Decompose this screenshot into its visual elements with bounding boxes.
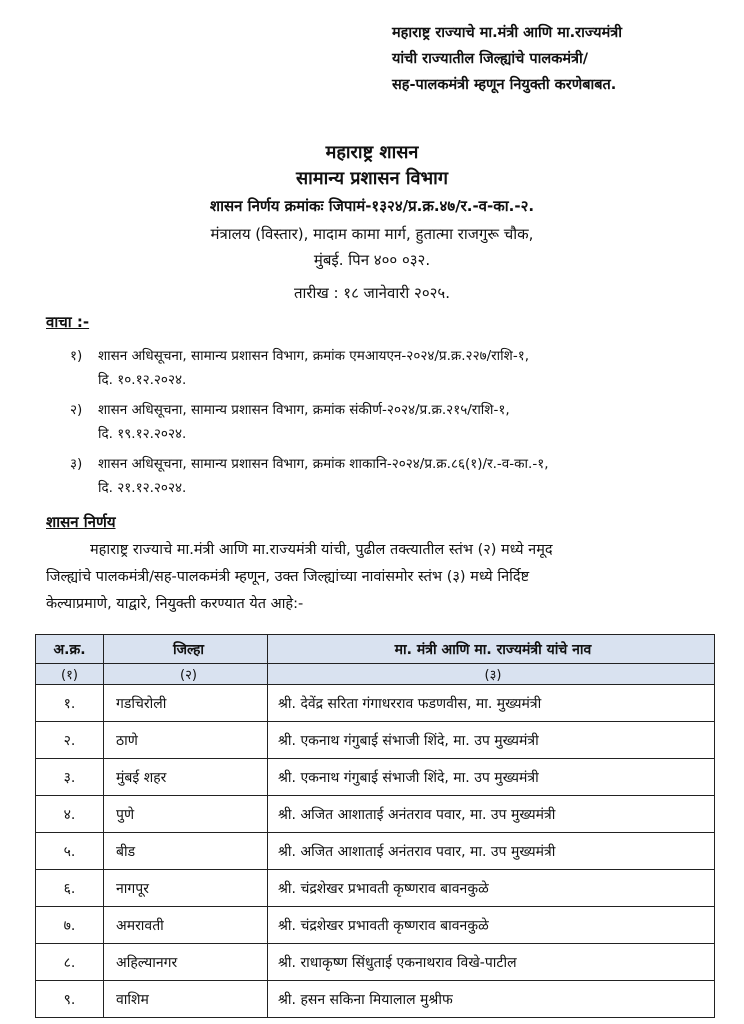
- reference-item: [70, 344, 720, 392]
- reference-item: [70, 398, 720, 446]
- cell-serial: ८.: [36, 944, 104, 981]
- address-line-2: मुंबई. पिन ४०० ०३२.: [313, 251, 431, 269]
- reference-date: दि. २१.१२.२०२४.: [98, 480, 187, 496]
- decision-line: महाराष्ट्र राज्याचे मा.मंत्री आणि मा.राज्यमंत्री यांची, पुढील तक्त्यातील स्तंभ (२) मध्ये नमूद: [90, 542, 553, 558]
- table-row: [36, 759, 715, 796]
- address-line-1: मंत्रालय (विस्तार), मादाम कामा मार्ग, हुतात्मा राजगुरू चौक,: [210, 225, 534, 243]
- cell-serial: ५.: [36, 833, 104, 870]
- reference-item: [70, 452, 720, 500]
- cell-serial: ७.: [36, 907, 104, 944]
- column-number: (३): [268, 664, 715, 685]
- reference-date: दि. १९.१२.२०२४.: [98, 426, 187, 442]
- cell-minister-name: श्री. चंद्रशेखर प्रभावती कृष्णराव बावनकुळे: [268, 907, 715, 944]
- table-row: [36, 796, 715, 833]
- reference-number: २): [70, 402, 83, 418]
- cell-district: पुणे: [104, 796, 268, 833]
- reference-text: शासन अधिसूचना, सामान्य प्रशासन विभाग, क्रमांक संकीर्ण-२०२४/प्र.क्र.२१५/राशि-१,: [98, 402, 510, 418]
- cell-minister-name: श्री. एकनाथ गंगुबाई संभाजी शिंदे, मा. उप मुख्यमंत्री: [268, 722, 715, 759]
- read-heading: वाचा :-: [46, 313, 90, 331]
- subject-block: [392, 20, 732, 98]
- table-row: [36, 944, 715, 981]
- header-minister-name: मा. मंत्री आणि मा. राज्यमंत्री यांचे नाव: [268, 635, 715, 664]
- table-column-number-row: [36, 664, 715, 685]
- table-row: [36, 981, 715, 1018]
- cell-district: अमरावती: [104, 907, 268, 944]
- table-header-row: [36, 635, 715, 664]
- cell-district: गडचिरोली: [104, 685, 268, 722]
- header-district: जिल्हा: [104, 635, 268, 664]
- cell-minister-name: श्री. एकनाथ गंगुबाई संभाजी शिंदे, मा. उप मुख्यमंत्री: [268, 759, 715, 796]
- cell-minister-name: श्री. देवेंद्र सरिता गंगाधरराव फडणवीस, मा. मुख्यमंत्री: [268, 685, 715, 722]
- reference-date: दि. १०.१२.२०२४.: [98, 372, 187, 388]
- decision-line: जिल्ह्यांचे पालकमंत्री/सह-पालकमंत्री म्हणून, उक्त जिल्ह्यांच्या नावांसमोर स्तंभ (३) मध्ये निर्दिष्ट: [46, 569, 530, 585]
- table-row: [36, 907, 715, 944]
- table-row: [36, 685, 715, 722]
- reference-number: ३): [70, 456, 83, 472]
- cell-minister-name: श्री. राधाकृष्ण सिंधुताई एकनाथराव विखे-पाटील: [268, 944, 715, 981]
- cell-minister-name: श्री. चंद्रशेखर प्रभावती कृष्णराव बावनकुळे: [268, 870, 715, 907]
- guardian-minister-table: [35, 634, 715, 1018]
- table-row: [36, 870, 715, 907]
- department-name: सामान्य प्रशासन विभाग: [296, 168, 448, 189]
- cell-serial: १.: [36, 685, 104, 722]
- decision-heading: शासन निर्णय: [46, 513, 116, 531]
- table-row: [36, 833, 715, 870]
- gr-number: शासन निर्णय क्रमांकः जिपामं-१३२४/प्र.क्र.४७/र.-व-का.-२.: [209, 197, 535, 215]
- cell-district: मुंबई शहर: [104, 759, 268, 796]
- column-number: (१): [36, 664, 104, 685]
- header-serial: अ.क्र.: [36, 635, 104, 664]
- cell-district: बीड: [104, 833, 268, 870]
- government-name: महाराष्ट्र शासन: [325, 142, 419, 163]
- cell-serial: ३.: [36, 759, 104, 796]
- cell-district: ठाणे: [104, 722, 268, 759]
- cell-serial: २.: [36, 722, 104, 759]
- reference-text: शासन अधिसूचना, सामान्य प्रशासन विभाग, क्रमांक शाकानि-२०२४/प्र.क्र.८६(१)/र.-व-का.-१,: [98, 456, 549, 472]
- cell-minister-name: श्री. अजित आशाताई अनंतराव पवार, मा. उप मुख्यमंत्री: [268, 833, 715, 870]
- subject-line: यांची राज्यातील जिल्ह्यांचे पालकमंत्री/: [392, 51, 589, 67]
- subject-line: महाराष्ट्र राज्याचे मा.मंत्री आणि मा.राज्यमंत्री: [392, 25, 623, 41]
- cell-district: अहिल्यानगर: [104, 944, 268, 981]
- cell-minister-name: श्री. हसन सकिना मियालाल मुश्रीफ: [268, 981, 715, 1018]
- column-number: (२): [104, 664, 268, 685]
- reference-list: [70, 344, 720, 506]
- cell-minister-name: श्री. अजित आशाताई अनंतराव पवार, मा. उप मुख्यमंत्री: [268, 796, 715, 833]
- document-date: तारीख : १८ जानेवारी २०२५.: [293, 284, 450, 302]
- cell-serial: ४.: [36, 796, 104, 833]
- subject-line: सह-पालकमंत्री म्हणून नियुक्ती करणेबाबत.: [392, 77, 617, 93]
- cell-district: नागपूर: [104, 870, 268, 907]
- cell-serial: ६.: [36, 870, 104, 907]
- reference-text: शासन अधिसूचना, सामान्य प्रशासन विभाग, क्रमांक एमआयएन-२०२४/प्र.क्र.२२७/राशि-१,: [98, 348, 530, 364]
- decision-paragraph: [46, 537, 714, 618]
- reference-number: १): [70, 348, 83, 364]
- cell-district: वाशिम: [104, 981, 268, 1018]
- decision-line: केल्याप्रमाणे, याद्वारे, नियुक्ती करण्यात येत आहे:-: [46, 596, 304, 612]
- cell-serial: ९.: [36, 981, 104, 1018]
- table-row: [36, 722, 715, 759]
